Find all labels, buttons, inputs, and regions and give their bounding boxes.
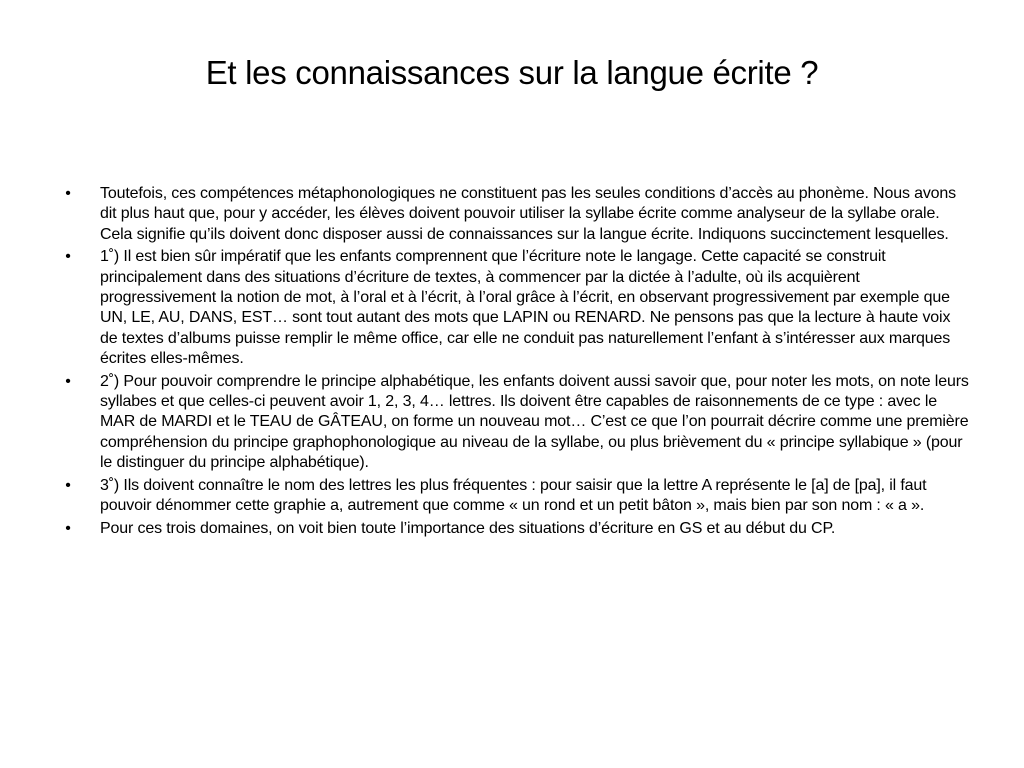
bullet-dot-icon: • xyxy=(65,372,71,390)
bullet-item-3 xyxy=(65,372,970,474)
bullet-dot-icon: • xyxy=(65,476,71,494)
bullet-dot-icon: • xyxy=(65,185,71,202)
bullet-item-5 xyxy=(65,519,970,539)
bullet-dot-icon: • xyxy=(65,519,71,537)
bullet-text-2: 1˚) Il est bien sûr impératif que les enfants comprennent que l’écriture note le langage. Cette capacité se construit principalement dans des situations d’écriture de textes, à commencer par la dictée à l’adulte, où ils acquièrent progressivement la notion de mot, à l’oral et à l’écrit, à l’oral grâce à l’écrit, en observant progressivement par exemple que UN, LE, AU, DANS, EST… sont tout autant des mots que LAPIN ou RENARD. Ne pensons pas que la lecture à haute voix de textes d’albums puisse remplir le même office, car elle ne conduit pas naturellement l’enfant à s’intéresser aux marques écrites elles-mêmes. xyxy=(100,248,951,368)
bullet-text-5: Pour ces trois domaines, on voit bien toute l’importance des situations d’écriture en GS et au début du CP. xyxy=(100,519,836,537)
bullet-list xyxy=(65,184,970,541)
bullet-item-4 xyxy=(65,476,970,517)
bullet-item-2 xyxy=(65,247,970,369)
slide-title: Et les connaissances sur la langue écrite ? xyxy=(205,54,819,91)
bullet-item-1 xyxy=(65,184,970,245)
bullet-text-4: 3˚) Ils doivent connaître le nom des lettres les plus fréquentes : pour saisir que la lettre A représente le [a] de [pa], il faut pouvoir dénommer cette graphie a, autrement que comme « un rond et un petit bâton », mais bien par son nom : « a ». xyxy=(100,476,927,515)
bullet-dot-icon: • xyxy=(65,248,71,266)
bullet-text-3: 2˚) Pour pouvoir comprendre le principe alphabétique, les enfants doivent aussi savoir que, pour noter les mots, on note leurs syllabes et que celles-ci peuvent avoir 1, 2, 3, 4… lettres. Ils doivent être capables de raisonnements de ce type : avec le MAR de MARDI et le TEAU de GÂTEAU, on forme un nouveau mot… C’est ce que l’on pourrait décrire comme une première compréhension du principe graphophonologique au niveau de la syllabe, ou plus brièvement du « principe syllabique » (pour le distinguer du principe alphabétique). xyxy=(100,372,969,472)
bullet-text-1: Toutefois, ces compétences métaphonologiques ne constituent pas les seules conditions d’accès au phonème. Nous avons dit plus haut que, pour y accéder, les élèves doivent pouvoir utiliser la syllabe écrite comme analyseur de la syllabe orale. Cela signifie qu’ils doivent donc disposer aussi de connaissances sur la langue écrite. Indiquons succinctement lesquelles. xyxy=(100,185,957,243)
